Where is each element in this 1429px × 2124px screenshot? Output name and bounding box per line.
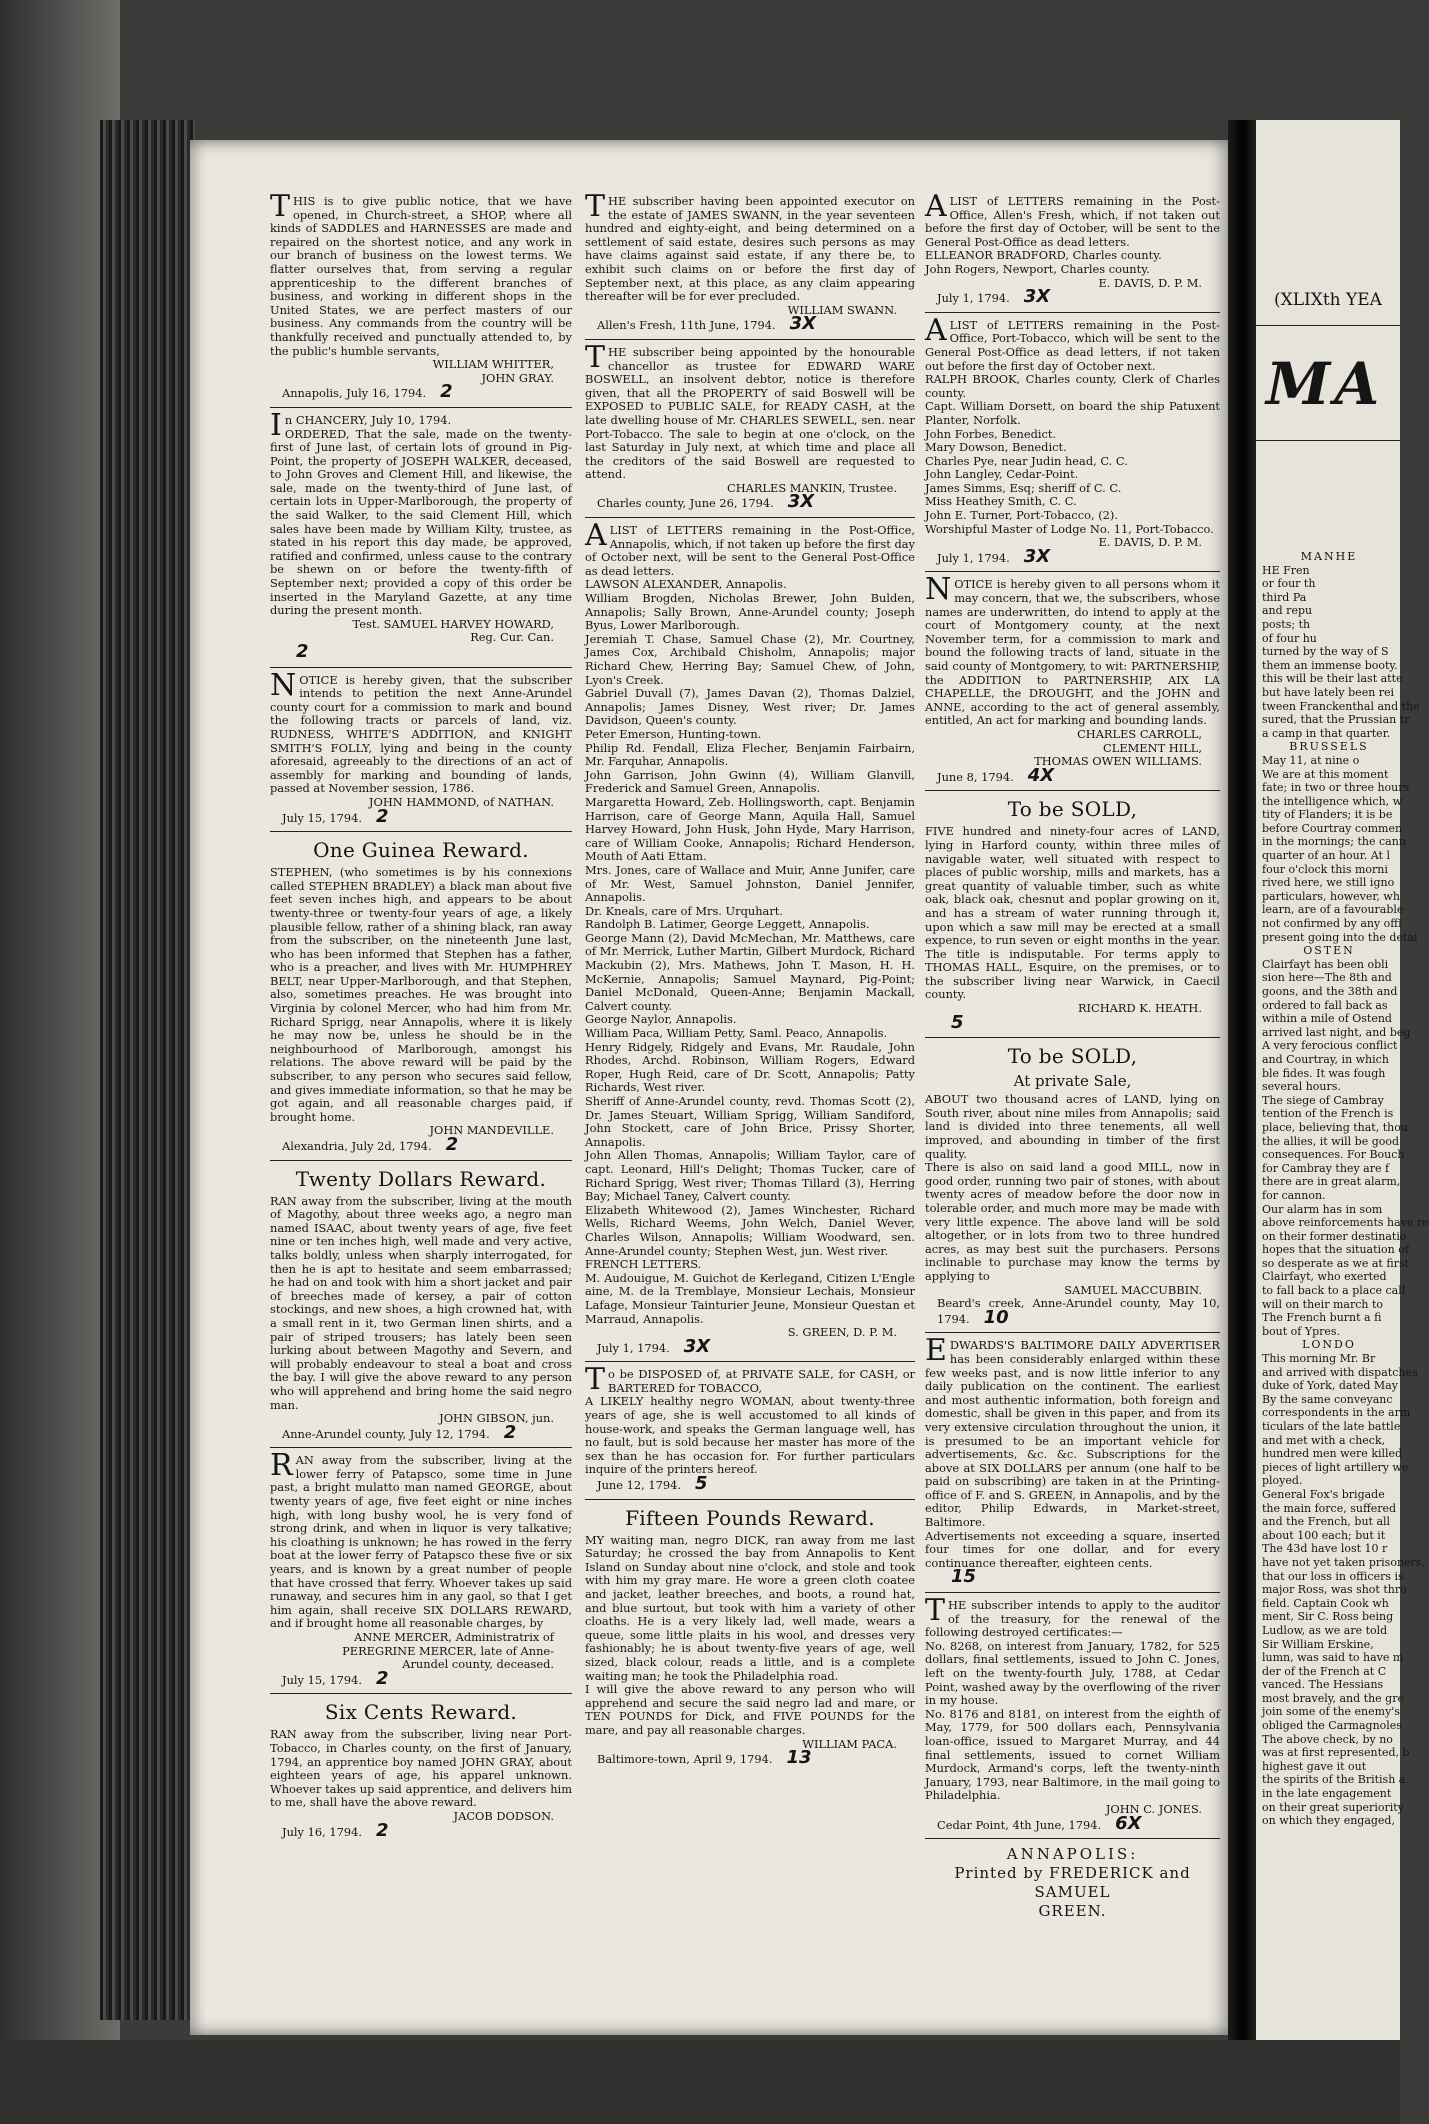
advertisement-edwards [925, 1333, 1220, 1588]
advertisement-six-cents [270, 1700, 572, 1839]
advertisement-text: Capt. William Dorsett, on board the ship Patuxent Planter, Norfolk. [925, 399, 1220, 427]
facing-page-line: particulars, however, wh [1262, 889, 1400, 903]
advertisement-signature: SAMUEL MACCUBBIN. [1064, 1282, 1202, 1297]
column-rule [925, 571, 1220, 572]
facing-page-line: present going into the detai [1262, 930, 1418, 944]
advertisement-text: John Allen Thomas, Annapolis; William Taylor, care of capt. Leonard, Hill's Delight; Thomas Tucker, care of Richard Sprigg, West river; Thomas Tillard (3), Herring Bay; Michael Taney, Calvert county. [585, 1148, 915, 1204]
facing-page-line: major Ross, was shot thro [1262, 1583, 1407, 1597]
left-column [270, 189, 572, 1843]
advertisement-letters-allens [925, 189, 1220, 308]
facing-page-line: will on their march to [1262, 1297, 1383, 1311]
advertisement-text: RAN away from the subscriber, living near Port-Tobacco, in Charles county, on the first of January, 1794, an apprentice boy named JOHN GRAY, about eighteen years of age, his apparel unknown. Whoever takes up said apprentice, and delivers him to me, shall have the above reward. [270, 1727, 572, 1810]
advertisement-dateline [925, 1011, 1220, 1033]
dateline-text: Beard's creek, Anne-Arundel county, May 10, 1794. [937, 1296, 1220, 1326]
advertisement-boswell [585, 339, 915, 513]
advertisement-dateline [925, 1297, 1220, 1326]
facing-page-line: MANHE [1300, 550, 1358, 563]
facing-page-line: the allies, it will be good [1262, 1134, 1400, 1148]
facing-page-line: on their great superiority [1262, 1800, 1404, 1814]
handwritten-mark: 5 [694, 1473, 708, 1495]
advertisement-text: Peter Emerson, Hunting-town. [585, 726, 762, 741]
advertisement-notice-rudness [270, 667, 572, 827]
imprint-place: ANNAPOLIS: [1006, 1845, 1139, 1864]
advertisement-signature: WILLIAM WHITTER, [432, 357, 554, 372]
advertisement-guinea [270, 838, 572, 1153]
facing-page-line: to fall back to a place call [1262, 1284, 1406, 1298]
book-spine [100, 120, 195, 2020]
advertisement-text: Worshipful Master of Lodge No. 11, Port-Tobacco. [925, 521, 1214, 536]
column-rule [925, 1332, 1220, 1333]
column-rule [585, 339, 915, 340]
facing-page-line: Our alarm has in som [1262, 1202, 1383, 1216]
advertisement-text: EDWARDS'S BALTIMORE DAILY ADVERTISER has been considerably enlarged within these few weeks past, and is now little inferior to any daily publication on the continent. The earliest and most authentic information, both foreign and domestic, shall be given in this paper, and from its very extensive circulation throughout the union, it is presumed to be an important vehicle for advertisements, &c. &c. Subscriptions for the above at SIX DOLLARS per annum (one half to be paid on subscribing) are taken in at the Printing-office of F. and S. GREEN, in Annapolis, and by the editor, Philip Edwards, in Market-street, Baltimore. [925, 1333, 1220, 1530]
handwritten-mark: 6X [1115, 1812, 1142, 1834]
facing-page-line: and the French, but all [1262, 1515, 1391, 1529]
advertisement-dateline [585, 1335, 915, 1357]
advertisement-text: John E. Turner, Port-Tobacco, (2). [925, 508, 1118, 523]
advertisement-signature: E. DAVIS, D. P. M. [1098, 535, 1202, 550]
advertisement-text: ALIST of LETTERS remaining in the Post-Office, Allen's Fresh, which, if not taken out before the first day of October, will be sent to the General Post-Office as dead letters. [925, 189, 1220, 249]
advertisement-letters-annapolis [585, 518, 915, 1357]
dateline-text: Charles county, June 26, 1794. [597, 496, 774, 511]
advertisement-heading: Twenty Dollars Reward. [295, 1166, 547, 1191]
advertisement-text: Dr. Kneals, care of Mrs. Urquhart. [585, 903, 783, 918]
facing-page-line: The 43d have lost 10 r [1262, 1542, 1388, 1556]
advertisement-text: In CHANCERY, July 10, 1794. [270, 407, 452, 443]
dateline-text: Alexandria, July 2d, 1794. [282, 1139, 432, 1153]
advertisement-text: M. Audouigue, M. Guichot de Kerlegand, Citizen L'Engle aine, M. de la Tremblaye, Monsieur Lechais, Monsieur Lafage, Monsieur Tainturier Jeune, Monsieur Questan et Marraud, Annapolis. [585, 1270, 915, 1326]
dateline-text: Cedar Point, 4th June, 1794. [937, 1817, 1102, 1832]
handwritten-mark: 3X [789, 313, 816, 335]
column-rule [270, 1693, 572, 1694]
middle-column [585, 189, 915, 1771]
facing-page-line: field. Captain Cook wh [1262, 1596, 1389, 1610]
facing-page-line: the main force, suffered [1262, 1501, 1397, 1515]
facing-page [1256, 120, 1429, 2070]
facing-page-line: May 11, at nine o [1262, 753, 1360, 767]
advertisement-text: I will give the above reward to any person who will apprehend and secure the said negro lad and mare, or TEN POUNDS for Dick, and FIVE POUNDS for the mare, and pay all reasonable charges. [585, 1682, 915, 1737]
advertisement-signature: PEREGRINE MERCER, late of Anne- [342, 1643, 554, 1658]
advertisement-text: ELLEANOR BRADFORD, Charles county. [925, 248, 1162, 263]
handwritten-mark: 15 [951, 1566, 977, 1588]
facing-page-line: for Cambray they are f [1262, 1161, 1390, 1175]
advertisement-signature: Test. SAMUEL HARVEY HOWARD, [352, 616, 554, 631]
advertisement-certificates [925, 1593, 1220, 1834]
advertisement-dateline [270, 1134, 572, 1155]
facing-page-line: sured, that the Prussian tr [1262, 713, 1410, 727]
facing-page-line: of four hu [1262, 631, 1317, 645]
advertisement-heading: Six Cents Reward. [324, 1700, 518, 1725]
advertisement-signature: CLEMENT HILL, [1103, 740, 1202, 755]
column-rule [585, 1361, 915, 1362]
advertisement-text: John Langley, Cedar-Point. [925, 467, 1079, 482]
advertisement-signature: JOHN GIBSON, jun. [439, 1411, 554, 1426]
advertisement-dateline [270, 1421, 572, 1443]
advertisement-dateline [270, 641, 572, 662]
handwritten-mark: 2 [375, 1667, 389, 1689]
advertisement-text: Mary Dowson, Benedict. [925, 440, 1067, 455]
advertisement-text: ALIST of LETTERS remaining in the Post-Office, Annapolis, which, if not taken up before the first day of October next, will be sent to the General Post-Office as dead letters. [585, 518, 915, 578]
advertisement-text: Mrs. Jones, care of Wallace and Muir, Anne Junifer, care of Mr. West, Samuel Johnston, Daniel Jennifer, Annapolis. [585, 862, 915, 905]
facing-page-line: the intelligence which, w [1262, 794, 1403, 808]
advertisement-dateline [925, 764, 1220, 786]
advertisement-text: John Forbes, Benedict. [925, 426, 1057, 441]
facing-page-line: for cannon. [1262, 1188, 1326, 1202]
dateline-text: Anne-Arundel county, July 12, 1794. [282, 1426, 490, 1441]
advertisement-heading: To be SOLD, [1007, 1044, 1138, 1069]
advertisement-text: Randolph B. Latimer, George Leggett, Annapolis. [585, 917, 870, 932]
column-rule [585, 517, 915, 518]
advertisement-text: FIVE hundred and ninety-four acres of LAND, lying in Harford county, within three miles of navigable water, well situated with respect to places of public worship, mills and markets, has a great quantity of valuable timber, such as white oak, black oak, chesnut and poplar growing on it, and has a stream of water running through it, upon which a saw mill may be erected at a small expence, to run seven or eight months in the year. The title is indisputable. For terms apply to THOMAS HALL, Esquire, on the premises, or to the subscriber living near Warwick, in Caecil county. [925, 824, 1220, 1002]
dateline-text: July 15, 1794. [282, 1672, 362, 1687]
advertisement-notice-montgomery [925, 572, 1220, 786]
facing-page-line: Clairfayt, who exerted [1262, 1270, 1387, 1284]
facing-page-line: that our loss in officers is [1262, 1569, 1404, 1583]
facing-page-line: Clairfayt has been obli [1262, 957, 1389, 971]
handwritten-mark: 3X [1023, 286, 1051, 308]
facing-page-line: OSTEN [1303, 944, 1355, 958]
advertisement-text: Advertisements not exceeding a square, inserted four times for one dollar, and for every continuance thereafter, eighteen cents. [925, 1528, 1220, 1570]
dateline-text: July 15, 1794. [282, 810, 362, 825]
advertisement-subheading: At private Sale, [1013, 1072, 1132, 1091]
advertisement-text: William Paca, William Petty, Saml. Peaco, Annapolis. [585, 1026, 888, 1041]
handwritten-mark: 2 [375, 805, 389, 827]
handwritten-mark: 3X [787, 491, 815, 513]
handwritten-mark: 2 [440, 381, 453, 403]
column-rule [925, 1037, 1220, 1038]
facing-page-line: LONDO [1302, 1338, 1356, 1352]
advertisement-to-be-sold-2 [925, 1044, 1220, 1326]
facing-page-volume: (XLIXth YEA [1274, 290, 1382, 310]
advertisement-signature: JOHN HAMMOND, of NATHAN. [368, 794, 554, 809]
facing-page-line: posts; th [1262, 617, 1311, 631]
facing-page-line: This morning Mr. Br [1262, 1352, 1376, 1366]
facing-page-line: sion here—The 8th and [1262, 971, 1392, 985]
advertisement-text: To be DISPOSED of, at PRIVATE SALE, for CASH, or BARTERED for TOBACCO, [585, 1362, 915, 1398]
advertisement-text: MY waiting man, negro DICK, ran away from me last Saturday; he crossed the bay from Annapolis to Kent Island on Sunday about nine o'clock, and stole and took with him my gray mare. He wore a green cloth coatee and jacket, leather breeches, and boots, a round hat, and blue surtout, but took with him a variety of other cloaths. He is a very likely lad, well made, wears a queue, some little plaits in his wool, and dresses very fashionably; he is about twenty-five years of age, well sized, black colour, reads a little, and is a complete waiting man; he took the Philadelphia road. [585, 1532, 915, 1683]
advertisement-text: George Mann (2), David McMechan, Mr. Matthews, care of Mr. Merrick, Luther Martin, Gilbert Murdock, Richard Mackubin (2), Mrs. Mathews, John T. Mason, H. H. McKernie, Annapolis; Samuel Maynard, Pig-Point; Daniel McDonald, Queen-Anne; Benjamin Mackall, Calvert county. [585, 930, 915, 1013]
facing-page-line: lumn, was said to have m [1262, 1651, 1404, 1665]
facing-page-line: on which they engaged, [1262, 1814, 1395, 1828]
facing-page-line: above reinforcements have re [1262, 1216, 1429, 1230]
handwritten-mark: 10 [983, 1306, 1009, 1328]
dateline-text: June 8, 1794. [937, 769, 1014, 784]
column-rule [270, 667, 572, 668]
right-column-items [925, 189, 1220, 1834]
handwritten-mark: 13 [786, 1747, 812, 1769]
facing-page-rule [1256, 440, 1400, 441]
facing-page-line: The French burnt a fi [1262, 1311, 1382, 1325]
facing-page-line: ordered to fall back as [1262, 998, 1388, 1012]
facing-page-line: the spirits of the British a [1262, 1773, 1406, 1787]
facing-page-line: on their former destinatio [1262, 1229, 1407, 1243]
advertisement-text: ORDERED, That the sale, made on the twenty-first of June last, of certain lots of ground in Pig-Point, the property of JOSEPH WALKER, deceased, to John Groves and Clement Hill, and likewise, the sale, made on the twenty-third of June last, of certain lots in Upper-Marlborough, the property of the said Walker, to the said Clement Hill, which sales have been made by William Kilty, trustee, as stated in his report this day made, be approved, ratified and confirmed, unless cause to the contrary be shewn on or before the twenty-fifth of September next; provided a copy of this order be inserted in the Maryland Gazette, at any time during the present month. [270, 426, 572, 618]
advertisement-text: There is also on said land a good MILL, now in good order, running two pair of stones, with about twenty acres of meadow before the door now in tolerable order, and much more may be made with very little expence. The above land will be sold altogether, or in lots from two to three hundred acres, as may best suit the purchasers. Persons inclinable to purchase may know the terms by applying to [925, 1160, 1220, 1283]
advertisement-dateline [925, 1812, 1220, 1834]
advertisement-text: Philip Rd. Fendall, Eliza Flecher, Benjamin Fairbairn, Mr. Farquhar, Annapolis. [585, 740, 915, 769]
advertisement-woman-sale [585, 1362, 915, 1495]
facing-page-line: not confirmed by any offi [1262, 917, 1402, 931]
advertisement-text: ALIST of LETTERS remaining in the Post-Office, Port-Tobacco, which will be sent to the General Post-Office as dead letters, if not taken out before the first day of October next. [925, 312, 1220, 373]
facing-page-line: tween Franckenthal and the [1262, 699, 1420, 713]
advertisement-text: John Rogers, Newport, Charles county. [925, 261, 1150, 276]
facing-page-line: HE Fren [1262, 563, 1310, 577]
facing-page-line: most bravely, and the gre [1262, 1691, 1404, 1705]
facing-page-line: highest gave it out [1262, 1759, 1367, 1773]
advertisement-text: THE subscriber intends to apply to the auditor of the treasury, for the renewal of the following destroyed certificates:— [925, 1593, 1220, 1640]
advertisement-signature: ANNE MERCER, Administratrix of [354, 1630, 554, 1644]
advertisement-dateline [270, 381, 572, 403]
scan-bottom-edge [0, 2040, 1400, 2124]
advertisement-text: Elizabeth Whitewood (2), James Winchester, Richard Wells, Richard Weems, John Welch, Daniel Wever, Charles Wilson, Annapolis; William Woodward, sen. Anne-Arundel county; Stephen West, jun. West river. [585, 1202, 915, 1258]
advertisement-text: FRENCH LETTERS. [585, 1257, 702, 1272]
advertisement-text: Sheriff of Anne-Arundel county, revd. Thomas Scott (2), Dr. James Steuart, William Sprigg, William Sandiford, John Stockett, care of John Brice, Prissy Shorter, Annapolis. [585, 1094, 915, 1149]
handwritten-mark: 5 [951, 1011, 964, 1033]
facing-page-line: this will be their last atte [1262, 672, 1403, 686]
facing-page-line: several hours. [1262, 1080, 1341, 1094]
advertisement-text: William Brogden, Nicholas Brewer, John Bulden, Annapolis; Sally Brown, Anne-Arundel county; Joseph Byus, Lower Marlborough. [585, 591, 915, 633]
facing-page-line: The siege of Cambray [1262, 1093, 1384, 1107]
dateline-text: Annapolis, July 16, 1794. [282, 386, 427, 401]
facing-page-line: tention of the French is [1262, 1107, 1394, 1121]
handwritten-mark: 2 [375, 1819, 389, 1841]
advertisement-to-be-sold-1 [925, 797, 1220, 1031]
facing-page-line: quarter of an hour. At l [1262, 849, 1390, 863]
facing-page-line: duke of York, dated May [1262, 1379, 1398, 1393]
advertisement-text: THE subscriber having been appointed executor on the estate of JAMES SWANN, in the year seventeen hundred and eighty-eight, and being determined on a settlement of said estate, desires such persons as may have claims against said estate, if any there be, to exhibit such claims on or before the first day of September next, at this place, as any claim appearing thereafter will be for ever precluded. [585, 189, 915, 304]
advertisement-signature: E. DAVIS, D. P. M. [1098, 275, 1202, 290]
facing-page-line: a camp in that quarter. [1262, 726, 1391, 740]
facing-page-line: By the same conveyanc [1262, 1392, 1393, 1406]
facing-page-line: fate; in two or three hours [1262, 781, 1410, 795]
facing-page-line: correspondents in the arm [1262, 1406, 1411, 1420]
advertisement-text: NOTICE is hereby given to all persons whom it may concern, that we, the subscribers, whose names are underwritten, do intend to apply at the court of Montgomery county, at the next November term, for a commission to mark and bound the following tracts of land, situate in the said county of Montgomery, to wit: PARTNERSHIP, the ADDITION to PARTNERSHIP, AIX LA CHAPELLE, the DROUGHT, and the JOHN and ANNE, according to the act of general assembly, entitled, An act for marking and bounding lands. [925, 572, 1220, 728]
advertisement-dateline [925, 1566, 1220, 1588]
facing-page-line: pieces of light artillery we [1262, 1460, 1409, 1474]
facing-page-line: The above check, by no [1262, 1732, 1393, 1746]
column-rule [270, 1447, 572, 1448]
advertisement-text: RAN away from the subscriber, living at the lower ferry of Patapsco, some time in June past, a bright mulatto man named GEORGE, about twenty years of age, five feet eight or nine inches high, with long bushy wool, he is very fond of strong drink, and when in liquor is very talkative; his cloathing is unknown; he has rowed in the ferry boat at the lower ferry of Patapsco these five or six years, and is known by a great number of people that have crossed that ferry. Whoever takes up said runaway, and secures him in any gaol, so that I get him again, shall receive SIX DOLLARS REWARD, and if brought home all reasonable charges, by [270, 1448, 572, 1631]
advertisement-signature: JOHN GRAY. [481, 370, 554, 385]
advertisement-saddles [270, 189, 572, 403]
advertisement-signature: RICHARD K. HEATH. [1077, 1001, 1202, 1016]
advertisement-dateline [270, 1819, 572, 1841]
facing-page-line: in the mornings; the cann [1262, 835, 1406, 849]
advertisement-heading: To be SOLD, [1007, 797, 1138, 822]
advertisement-heading: One Guinea Reward. [313, 838, 529, 863]
advertisement-dateline [585, 1473, 915, 1495]
advertisement-signature: JOHN MANDEVILLE. [429, 1123, 554, 1138]
facing-page-line: was at first represented, b [1262, 1746, 1410, 1760]
facing-page-line: learn, are of a favourable [1262, 903, 1404, 917]
advertisement-signature: WILLIAM SWANN. [787, 302, 897, 317]
advertisement-text: No. 8268, on interest from January, 1782, for 525 dollars, final settlements, issued to John C. Jones, left on the twenty-fourth July, 1788, at Cedar Point, washed away by the overflowing of the river in my house. [925, 1638, 1220, 1708]
advertisement-text: Gabriel Duvall (7), James Davan (2), Thomas Dalziel, Annapolis; James Disney, West river; Dr. James Davidson, Queen's county. [585, 686, 915, 728]
dateline-text: Allen's Fresh, 11th June, 1794. [597, 318, 776, 333]
advertisement-signature: Reg. Cur. Can. [470, 630, 554, 645]
facing-page-line: rived here, we still igno [1262, 876, 1395, 890]
imprint [925, 1845, 1220, 1921]
facing-page-line: about 100 each; but it [1262, 1528, 1386, 1542]
handwritten-mark: 3X [683, 1335, 711, 1357]
handwritten-mark: 2 [296, 641, 309, 662]
facing-page-line: turned by the way of S [1262, 645, 1389, 659]
column-rule [925, 790, 1220, 791]
facing-page-line: ticulars of the late battle [1262, 1420, 1401, 1433]
advertisement-text: John Garrison, John Gwinn (4), William Glanvill, Frederick and Samuel Green, Annapolis. [585, 767, 915, 796]
advertisement-text: Jeremiah T. Chase, Samuel Chase (2), Mr. Courtney, James Cox, Archibald Chisholm, Annapolis; major Richard Chew, Herring Bay; Samuel Chew, of John, Lyon's Creek. [585, 631, 915, 687]
column-rule [270, 1160, 572, 1161]
facing-page-line: Ludlow, as we are told [1262, 1623, 1388, 1637]
handwritten-mark: 2 [503, 1421, 517, 1443]
advertisement-text: Miss Heathey Smith, C. C. [925, 494, 1077, 509]
handwritten-mark: 3X [1023, 545, 1051, 567]
facing-page-line: We are at this moment [1262, 767, 1389, 781]
advertisement-text: RALPH BROOK, Charles county, Clerk of Charles county. [925, 372, 1220, 400]
advertisement-signature: JACOB DODSON. [453, 1808, 554, 1823]
advertisement-swann [585, 189, 915, 335]
facing-page-line: third Pa [1262, 590, 1307, 604]
facing-page-column [1262, 550, 1429, 1828]
right-column [925, 189, 1220, 1921]
imprint-printer-cont: GREEN. [1038, 1902, 1107, 1921]
advertisement-signature: CHARLES CARROLL, [1077, 726, 1202, 741]
column-rule [585, 1499, 915, 1500]
advertisement-twenty-dollars [270, 1167, 572, 1442]
imprint-printer: Printed by FREDERICK and SAMUEL [954, 1864, 1191, 1902]
facing-page-line: place, believing that, thou [1262, 1120, 1408, 1134]
advertisement-text: LAWSON ALEXANDER, Annapolis. [585, 577, 787, 592]
advertisement-signature: S. GREEN, D. P. M. [787, 1325, 897, 1340]
advertisement-signature: CHARLES MANKIN, Trustee. [726, 480, 897, 495]
advertisement-signature: JOHN C. JONES. [1105, 1801, 1202, 1816]
advertisement-text: A LIKELY healthy negro WOMAN, about twenty-three years of age, she is well accustomed to all kinds of house-work, and speaks the German language well, has no fault, but is sold because her master has more of the sex than he has occasion for. For further particulars inquire of the printers hereof. [585, 1394, 915, 1477]
facing-page-line: ployed. [1262, 1474, 1303, 1488]
facing-page-line: have not yet taken prisoners, [1262, 1555, 1425, 1569]
book-gutter [1228, 120, 1258, 2070]
advertisement-text: ABOUT two thousand acres of LAND, lying on South river, about nine miles from Annapolis; said land is divided into three tenements, all well improved, and abounding in timber of the first quality. [925, 1092, 1220, 1161]
advertisement-text: Margaretta Howard, Zeb. Hollingsworth, capt. Benjamin Harrison, care of George Mann, Aquila Hall, Samuel Harvey Howard, John Husk, John Hyde, Mary Harrison, care of William Cooke, Annapolis; Richard Henderson, Mouth of Aati Ettam. [585, 794, 915, 864]
facing-page-line: so desperate as we at first [1262, 1256, 1410, 1270]
facing-page-line: and arrived with dispatches [1262, 1365, 1418, 1379]
advertisement-text: James Simms, Esq; sheriff of C. C. [925, 480, 1122, 495]
facing-page-line: A very ferocious conflict [1262, 1039, 1398, 1053]
facing-page-line: ment, Sir C. Ross being [1262, 1610, 1394, 1624]
facing-page-line: join some of the enemy's [1262, 1705, 1400, 1719]
advertisement-text: STEPHEN, (who sometimes is by his connexions called STEPHEN BRADLEY) a black man about five feet seven inches high, and appears to be about twenty-three or twenty-four years of age, a likely plausible fellow, rather of a shining black, ran away from the subscriber, on the nineteenth June last, who has been informed that Stephen has a father, who is a preacher, and lives with Mr. HUMPHREY BELT, near Upper-Marlborough, and that Stephen, also, sometimes preaches. He was brought into Virginia by colonel Mercer, who had him from Mr. Richard Sprigg, near Annapolis, where it is likely he may now be, unless he should be in the neighbourhood of Marlborough, amongst his relations. The above reward will be paid by the subscriber, to any person who secures said fellow, and gives immediate information, so that he may be got again, and all reasonable charges paid, if brought home. [270, 865, 572, 1124]
advertisement-signature: Arundel county, deceased. [402, 1657, 554, 1672]
facing-page-line: goons, and the 38th and [1262, 985, 1398, 998]
advertisement-text: No. 8176 and 8181, on interest from the eighth of May, 1779, for 500 dollars each, Pennsylvania loan-office, issued to Margaret Murray, and 44 final settlements, issued to cornet William Murdock, Armand's corps, left the twenty-ninth January, 1793, near Baltimore, in the mail going to Philadelphia. [925, 1706, 1220, 1803]
advertisement-text: THE subscriber being appointed by the honourable chancellor as trustee for EDWARD WARE BOSWELL, an insolvent debtor, notice is therefore given, that all the PROPERTY of said Boswell will be EXPOSED to PUBLIC SALE, for READY CASH, at the late dwelling house of Mr. CHARLES SEWELL, sen. near Port-Tobacco. The sale to begin at one o'clock, on the last Saturday in July next, at which time and place all the creditors of the said Boswell are requested to attend. [585, 339, 915, 482]
facing-page-line: within a mile of Ostend [1262, 1012, 1392, 1026]
facing-page-line: and Courtray, in which [1262, 1052, 1389, 1066]
facing-page-line: or four th [1262, 577, 1316, 591]
dateline-text: Baltimore-town, April 9, 1794. [597, 1752, 773, 1767]
column-rule [925, 1592, 1220, 1593]
advertisement-text: George Naylor, Annapolis. [585, 1012, 737, 1027]
handwritten-mark: 4X [1027, 764, 1055, 786]
facing-page-line: arrived last night, and beg [1262, 1025, 1411, 1039]
advertisement-dateline [585, 1747, 915, 1769]
facing-page-line: vanced. The Hessians [1262, 1678, 1384, 1692]
advertisement-george [270, 1448, 572, 1689]
column-rule [925, 312, 1220, 313]
advertisement-text: THIS is to give public notice, that we have opened, in Church-street, a SHOP, where all kinds of SADDLES and HARNESSES are made and repaired on the shortest notice, and any work in our branch of business on the lowest terms. We flatter ourselves that, from serving a regular apprenticeship to the different branches of business, and working in different shops in the United States, we are perfect masters of our business. Any commands from the country will be thankfully received and punctually attended to, by the public's humble servants, [270, 189, 572, 358]
facing-page-line: there are in great alarm, [1262, 1175, 1401, 1189]
facing-page-line: and met with a check, [1262, 1433, 1386, 1447]
column-rule [270, 831, 572, 832]
column-rule [925, 1838, 1220, 1839]
dateline-text: July 1, 1794. [597, 1340, 670, 1355]
facing-page-line: in the late engagement [1262, 1787, 1392, 1801]
facing-page-line: BRUSSELS [1289, 740, 1369, 754]
advertisement-fifteen-pounds [585, 1506, 915, 1767]
advertisement-text: NOTICE is hereby given, that the subscriber intends to petition the next Anne-Arundel county court for a commission to mark and bound the following tracts or parcels of land, viz. RUDNESS, WHITE'S ADDITION, and KNIGHT SMITH'S FOLLY, lying and being in the county aforesaid, agreeably to the directions of an act of assembly for marking and bounding of lands, passed at November session, 1786. [270, 667, 572, 796]
facing-page-line: and repu [1262, 604, 1313, 618]
advertisement-dateline [585, 313, 915, 335]
advertisement-heading: Fifteen Pounds Reward. [625, 1505, 875, 1530]
dateline-text: July 1, 1794. [937, 291, 1010, 306]
advertisement-text: RAN away from the subscriber, living at the mouth of Magothy, about three weeks ago, a negro man named ISAAC, about twenty years of age, five feet nine or ten inches high, well made and very active, talks boldly, unless when sharply interrogated, for then he is apt to hesitate and seem embarrassed; he had on and took with him a short jacket and pair of breeches made of kersey, a pair of cotton stockings, and new shoes, a high crowned hat, with a small rent in it, two German linen shirts, and a pair of striped trousers; has lately been seen lurking about between Magothy and Severn, and will probably endeavour to steal a boat and cross the bay. I will give the above reward to any person who will apprehend and bring home the said negro man. [270, 1193, 572, 1412]
advertisement-dateline [925, 286, 1220, 308]
dateline-text: July 16, 1794. [282, 1824, 362, 1839]
advertisement-text: Henry Ridgely, Ridgely and Evans, Mr. Raudale, John Rhodes, Archd. Robinson, William Rogers, Edward Roper, Hugh Reid, care of Dr. Scott, Annapolis; Patty Richards, West river. [585, 1039, 915, 1095]
advertisement-signature: WILLIAM PACA. [802, 1736, 897, 1751]
advertisement-dateline [270, 1667, 572, 1689]
facing-page-line: before Courtray commen [1262, 821, 1403, 835]
facing-page-line: four o'clock this morni [1262, 862, 1388, 876]
facing-page-line: tity of Flanders; it is be [1262, 808, 1393, 822]
column-rule [270, 407, 572, 408]
facing-page-line: der of the French at C [1262, 1664, 1387, 1678]
facing-page-rule [1256, 325, 1400, 326]
facing-page-line: them an immense booty. [1262, 658, 1398, 672]
advertisement-letters-port-tobacco [925, 312, 1220, 567]
facing-page-line: obliged the Carmagnoles [1262, 1719, 1402, 1733]
facing-page-line: bout of Ypres. [1262, 1324, 1341, 1338]
facing-page-line: ble fides. It was fough [1262, 1066, 1386, 1080]
facing-page-line: General Fox's brigade [1262, 1487, 1385, 1501]
dateline-text: June 12, 1794. [597, 1478, 681, 1493]
dateline-text: July 1, 1794. [937, 550, 1010, 565]
facing-page-line: consequences. For Bouch [1262, 1148, 1405, 1162]
handwritten-mark: 2 [445, 1134, 459, 1155]
advertisement-dateline [585, 491, 915, 513]
advertisement-chancery [270, 407, 572, 662]
facing-page-line: hundred men were killed [1262, 1447, 1403, 1461]
advertisement-dateline [270, 805, 572, 827]
advertisement-dateline [925, 545, 1220, 567]
facing-page-line: but have lately been rei [1262, 685, 1395, 699]
facing-page-line: hopes that the situation of [1262, 1243, 1409, 1257]
facing-page-line: Sir William Erskine, [1262, 1637, 1374, 1651]
advertisement-text: Charles Pye, near Judin head, C. C. [925, 453, 1128, 468]
advertisement-signature: THOMAS OWEN WILLIAMS. [1034, 754, 1202, 769]
facing-page-masthead: MA [1266, 350, 1384, 418]
